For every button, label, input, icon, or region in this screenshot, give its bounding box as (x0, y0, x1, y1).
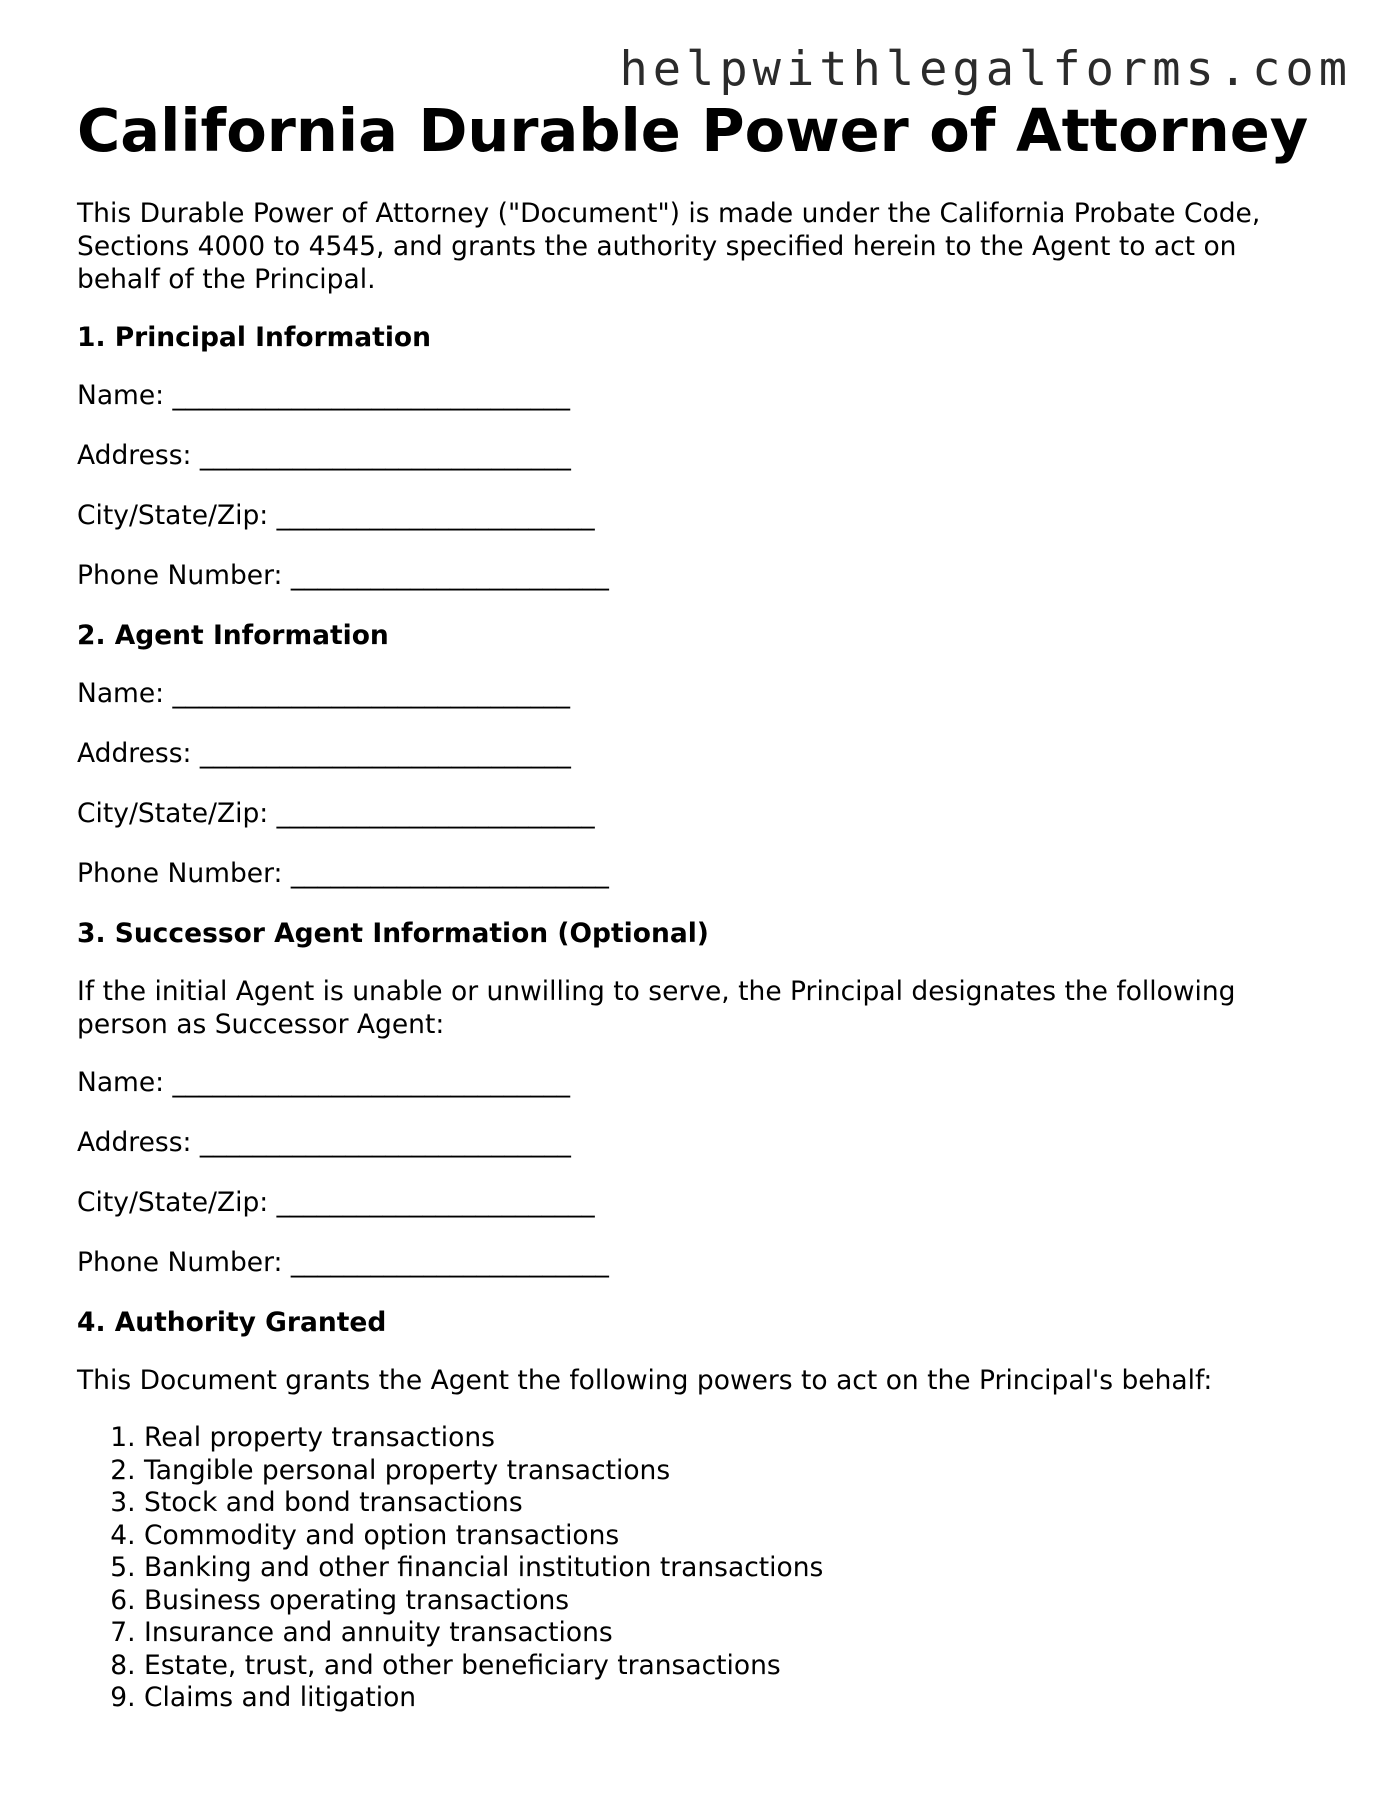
field-label: Address: (77, 440, 192, 471)
successor-city-blank[interactable]: ________________________ (276, 1187, 595, 1218)
successor-name-field[interactable] (77, 1066, 1297, 1099)
document-body (77, 197, 1297, 1715)
intro-paragraph: This Durable Power of Attorney ("Document") is made under the California Probate Code, Sections 4000 to 4545, and grants the authority specified herein to the Agent to act on behalf of the Principal. (77, 198, 1261, 295)
agent-city-blank[interactable]: ________________________ (276, 798, 595, 829)
field-label: Phone Number: (77, 858, 283, 889)
principal-address-blank[interactable]: ____________________________ (199, 440, 571, 471)
principal-heading: 1. Principal Information (77, 322, 431, 353)
successor-name-blank[interactable]: ______________________________ (172, 1067, 571, 1098)
principal-name-blank[interactable]: ______________________________ (172, 380, 571, 411)
successor-phone-blank[interactable]: ________________________ (290, 1247, 609, 1278)
agent-address-blank[interactable]: ____________________________ (199, 738, 571, 769)
list-item: 4. Commodity and option transactions (144, 1520, 1297, 1553)
agent-phone-blank[interactable]: ________________________ (290, 858, 609, 889)
principal-address-field[interactable] (77, 439, 1297, 472)
principal-phone-blank[interactable]: ________________________ (290, 560, 609, 591)
list-item: 3. Stock and bond transactions (144, 1487, 1297, 1520)
watermark-logo: helpwithlegalforms.com (619, 42, 1352, 97)
page-title: California Durable Power of Attorney (77, 96, 1309, 165)
successor-address-field[interactable] (77, 1126, 1297, 1159)
principal-city-field[interactable] (77, 499, 1297, 532)
list-item: 2. Tangible personal property transactions (144, 1455, 1297, 1488)
agent-phone-field[interactable] (77, 857, 1297, 890)
principal-phone-field[interactable] (77, 559, 1297, 592)
agent-heading: 2. Agent Information (77, 620, 389, 651)
list-item: 1. Real property transactions (144, 1422, 1297, 1455)
authority-heading: 4. Authority Granted (77, 1307, 387, 1338)
authority-list (77, 1422, 1297, 1715)
principal-city-blank[interactable]: ________________________ (276, 500, 595, 531)
successor-city-field[interactable] (77, 1186, 1297, 1219)
agent-name-blank[interactable]: ______________________________ (172, 678, 571, 709)
authority-paragraph: This Document grants the Agent the following powers to act on the Principal's behalf: (77, 1365, 1213, 1396)
list-item: 8. Estate, trust, and other beneficiary transactions (144, 1650, 1297, 1683)
field-label: Address: (77, 738, 192, 769)
field-label: Name: (77, 678, 165, 709)
list-item: 5. Banking and other financial institution transactions (144, 1552, 1297, 1585)
list-item: 6. Business operating transactions (144, 1585, 1297, 1618)
agent-city-field[interactable] (77, 797, 1297, 830)
successor-phone-field[interactable] (77, 1246, 1297, 1279)
field-label: Phone Number: (77, 1247, 283, 1278)
list-item: 9. Claims and litigation (144, 1682, 1297, 1715)
list-item: 7. Insurance and annuity transactions (144, 1617, 1297, 1650)
field-label: Name: (77, 380, 165, 411)
field-label: City/State/Zip: (77, 500, 269, 531)
successor-heading: 3. Successor Agent Information (Optional) (77, 918, 709, 949)
agent-address-field[interactable] (77, 737, 1297, 770)
field-label: Address: (77, 1127, 192, 1158)
agent-name-field[interactable] (77, 677, 1297, 710)
principal-name-field[interactable] (77, 379, 1297, 412)
field-label: Name: (77, 1067, 165, 1098)
successor-paragraph: If the initial Agent is unable or unwilling to serve, the Principal designates the following person as Successor Agent: (77, 976, 1236, 1040)
field-label: City/State/Zip: (77, 798, 269, 829)
successor-address-blank[interactable]: ____________________________ (199, 1127, 571, 1158)
field-label: City/State/Zip: (77, 1187, 269, 1218)
field-label: Phone Number: (77, 560, 283, 591)
